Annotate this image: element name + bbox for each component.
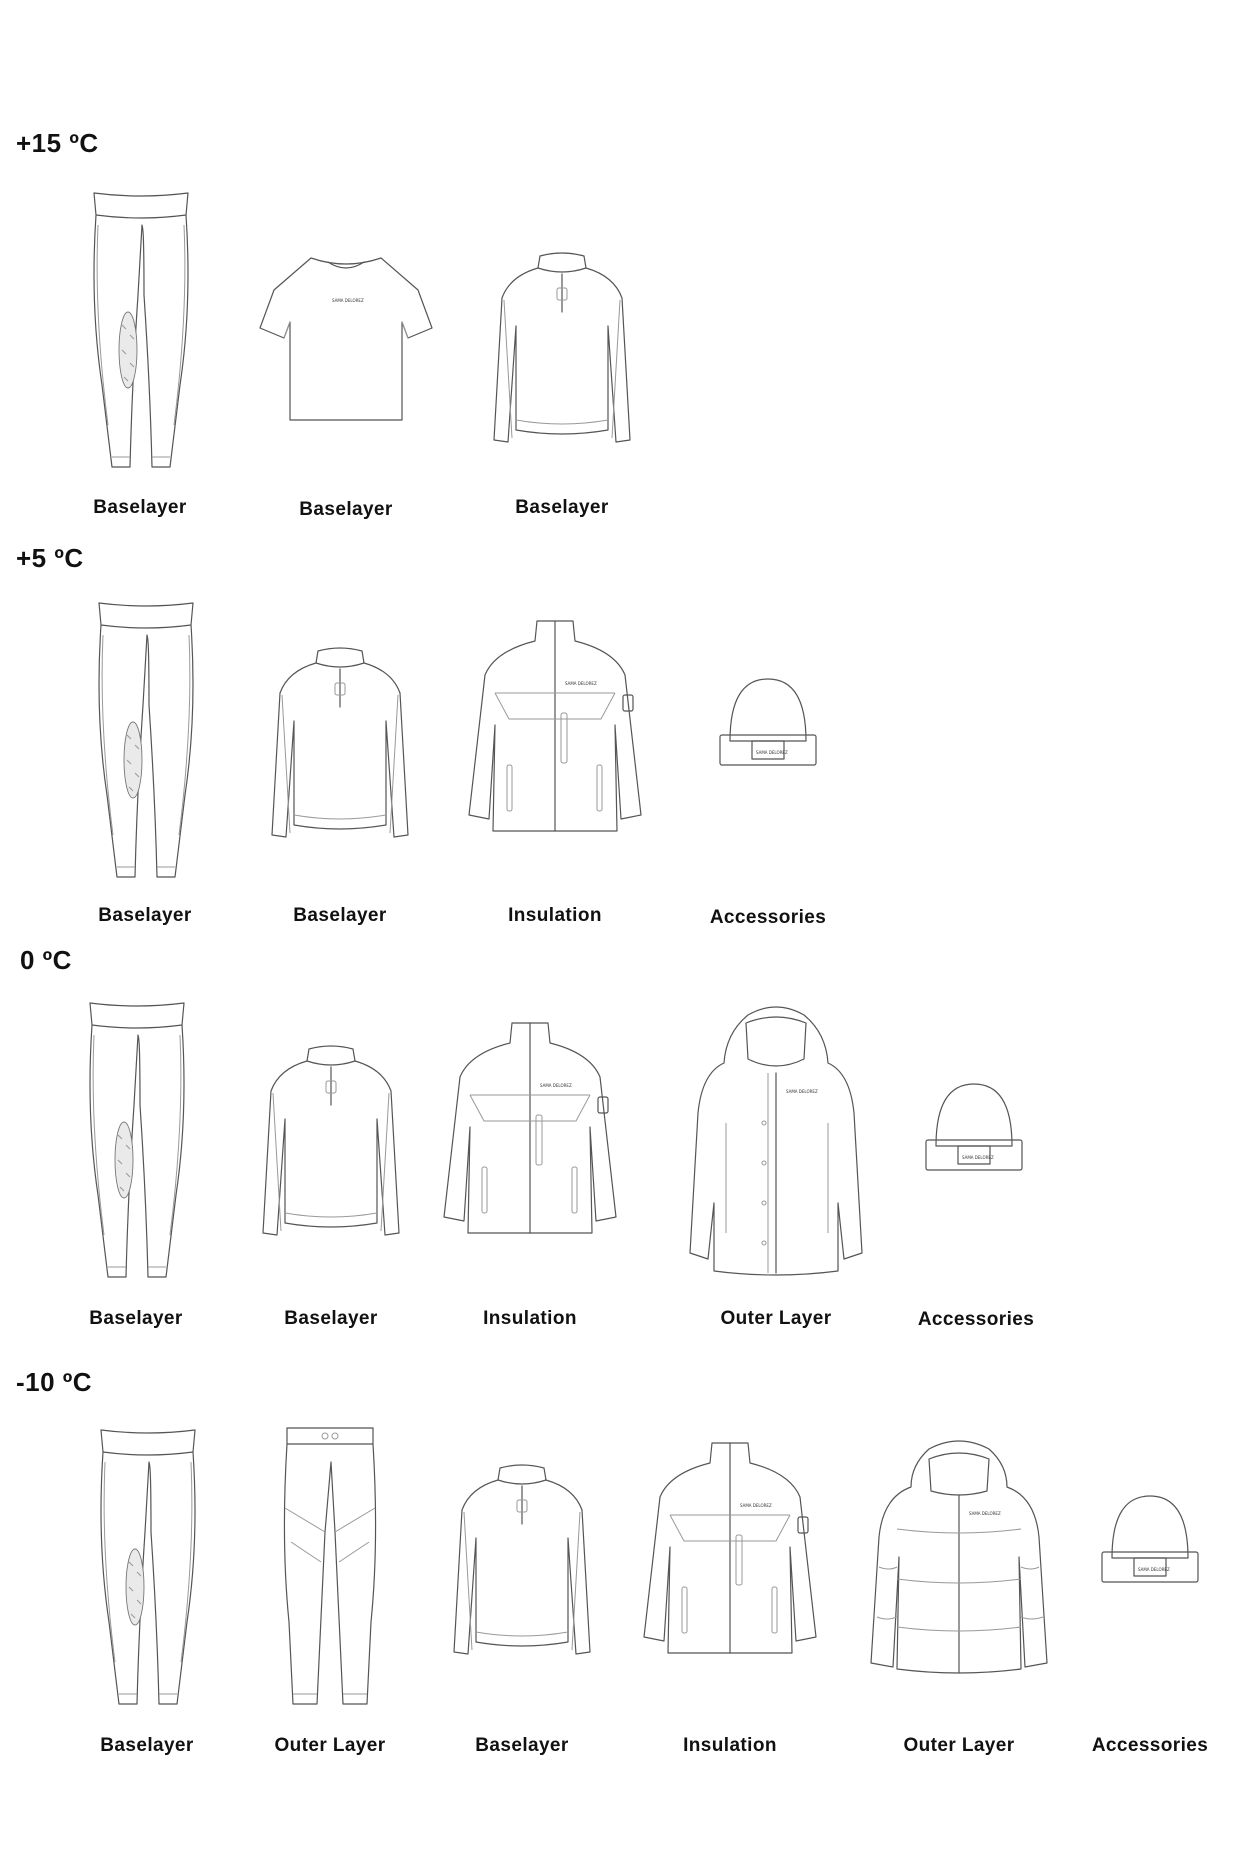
fleece-jacket-icon xyxy=(640,1437,820,1662)
garment-label: Outer Layer xyxy=(903,1735,1015,1756)
garment-label: Insulation xyxy=(508,905,602,926)
half-zip-top-icon xyxy=(268,645,412,845)
beanie-icon xyxy=(716,675,821,775)
fleece-jacket-icon xyxy=(440,1017,620,1242)
beanie-icon xyxy=(1098,1492,1203,1592)
puffer-jacket-icon xyxy=(869,1437,1049,1677)
garment-label: Baselayer xyxy=(100,1735,194,1756)
garment-label: Insulation xyxy=(483,1308,577,1329)
garment-label: Accessories xyxy=(709,907,827,928)
garment-label: Baselayer xyxy=(89,1308,183,1329)
garment-label: Outer Layer xyxy=(274,1735,386,1756)
leggings-icon xyxy=(86,185,196,475)
section-title-zero: 0 ºC xyxy=(20,945,72,975)
leggings-icon xyxy=(93,1422,203,1712)
garment-label: Accessories xyxy=(917,1309,1035,1330)
garment-label: Baselayer xyxy=(293,905,387,926)
tshirt-icon xyxy=(256,250,436,430)
leggings-icon xyxy=(82,995,192,1285)
beanie-icon xyxy=(922,1080,1027,1180)
section-title-plus5: +5 ºC xyxy=(16,543,84,573)
section-title-plus15: +15 ºC xyxy=(16,128,99,158)
garment-label: Accessories xyxy=(1091,1735,1209,1756)
half-zip-top-icon xyxy=(259,1043,403,1243)
garment-label: Insulation xyxy=(683,1735,777,1756)
leggings-icon xyxy=(91,595,201,885)
garment-label: Baselayer xyxy=(98,905,192,926)
section-title-minus10: -10 ºC xyxy=(16,1367,93,1397)
hooded-coat-icon xyxy=(686,1003,866,1278)
garment-label: Outer Layer xyxy=(720,1308,832,1329)
trousers-icon xyxy=(275,1422,385,1712)
garment-label: Baselayer xyxy=(475,1735,569,1756)
garment-label: Baselayer xyxy=(299,499,393,520)
half-zip-top-icon xyxy=(490,250,634,450)
garment-label: Baselayer xyxy=(93,497,187,518)
garment-label: Baselayer xyxy=(284,1308,378,1329)
garment-label: Baselayer xyxy=(515,497,609,518)
half-zip-top-icon xyxy=(450,1462,594,1662)
fleece-jacket-icon xyxy=(465,615,645,840)
